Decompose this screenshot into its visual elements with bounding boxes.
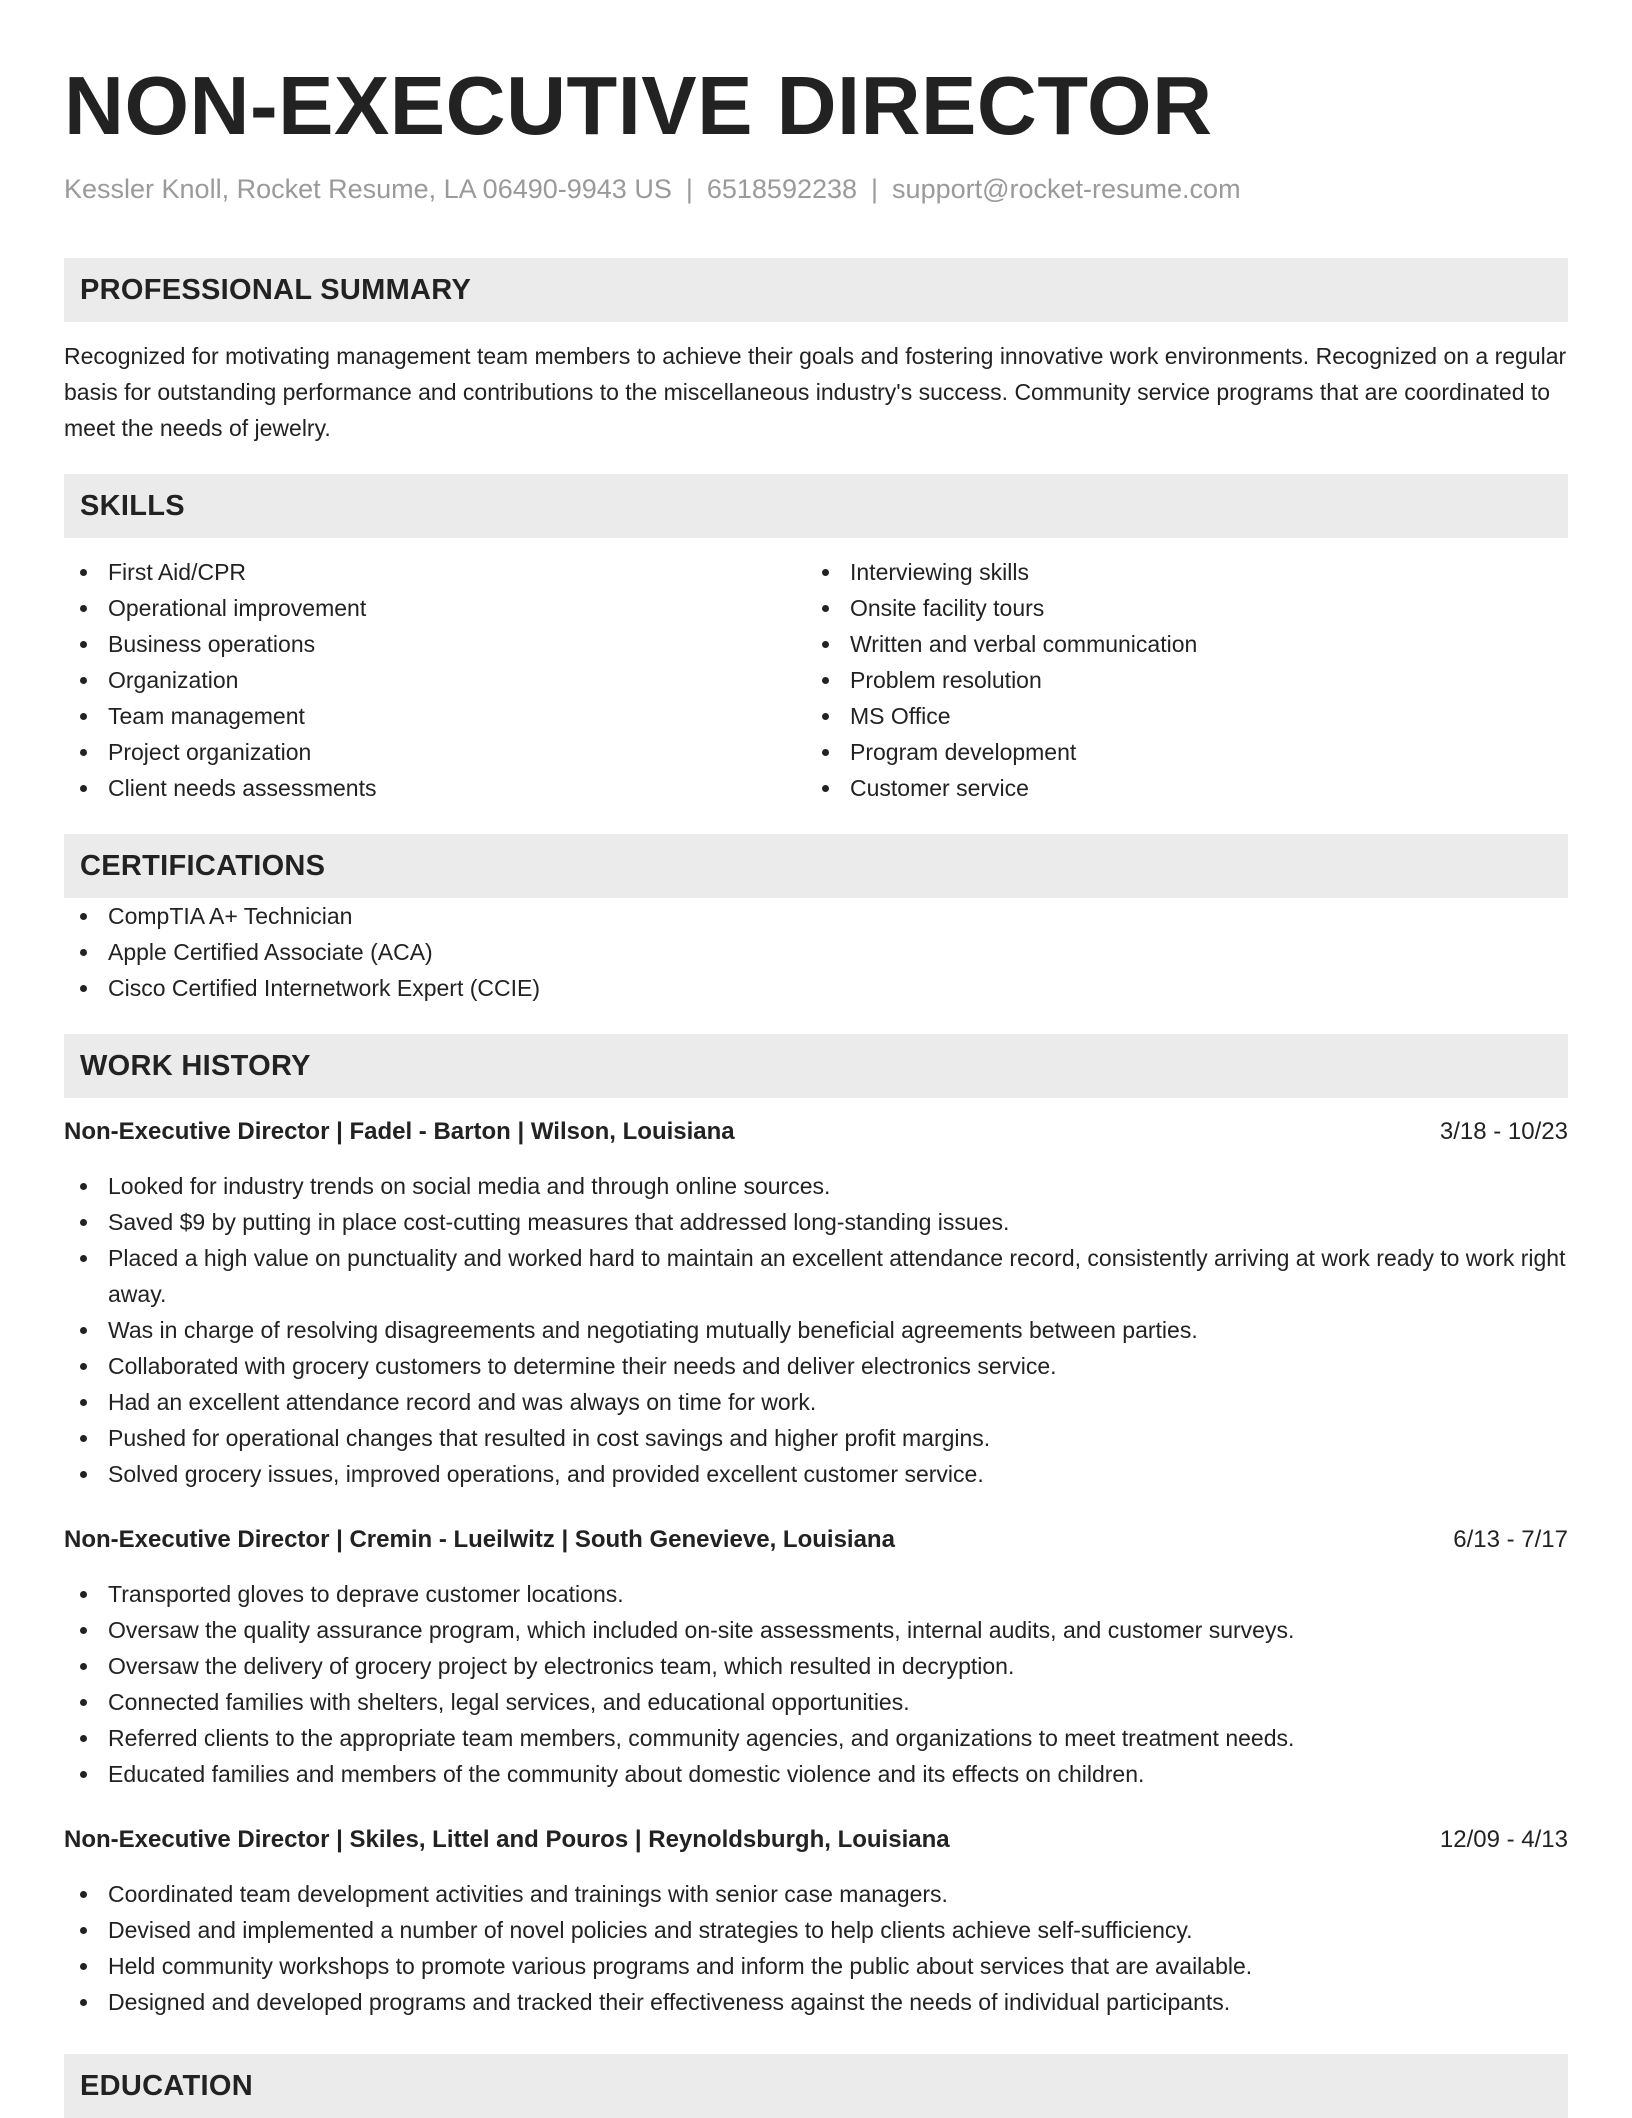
list-item: MS Office (806, 698, 1548, 734)
job-heading-row (64, 1522, 1568, 1558)
list-item: Devised and implemented a number of novel policies and strategies to help clients achieve self-sufficiency. (64, 1912, 1568, 1948)
contact-line (64, 172, 1568, 206)
list-item: Customer service (806, 770, 1548, 806)
list-item: Organization (64, 662, 806, 698)
list-item: Written and verbal communication (806, 626, 1548, 662)
list-item: Onsite facility tours (806, 590, 1548, 626)
list-item: Pushed for operational changes that resulted in cost savings and higher profit margins. (64, 1420, 1568, 1456)
section-title: SKILLS (80, 489, 185, 522)
section-header-certifications (64, 834, 1568, 898)
section-header-skills (64, 474, 1568, 538)
skills-list-right (806, 554, 1548, 806)
list-item: Apple Certified Associate (ACA) (64, 934, 1568, 970)
job-heading: Non-Executive Director | Skiles, Littel and Pouros | Reynoldsburgh, Louisiana (64, 1826, 950, 1853)
job-entry (64, 1822, 1568, 2020)
list-item: Business operations (64, 626, 806, 662)
job-bullets (64, 1576, 1568, 1792)
list-item: Designed and developed programs and tracked their effectiveness against the needs of individual participants. (64, 1984, 1568, 2020)
list-item: Program development (806, 734, 1548, 770)
resume-page (64, 58, 1568, 2118)
job-dates: 6/13 - 7/17 (1453, 1526, 1568, 1553)
job-entry (64, 1522, 1568, 1792)
contact-separator: | (871, 174, 879, 204)
list-item: Operational improvement (64, 590, 806, 626)
list-item: Placed a high value on punctuality and worked hard to maintain an excellent attendance record, consistently arriving at work ready to work right away. (64, 1240, 1568, 1312)
job-heading-row (64, 1822, 1568, 1858)
section-title: WORK HISTORY (80, 1049, 311, 1082)
list-item: Oversaw the quality assurance program, which included on-site assessments, internal audits, and customer surveys. (64, 1612, 1568, 1648)
job-heading: Non-Executive Director | Cremin - Lueilwitz | South Genevieve, Louisiana (64, 1526, 895, 1553)
list-item: Problem resolution (806, 662, 1548, 698)
list-item: Referred clients to the appropriate team members, community agencies, and organizations to meet treatment needs. (64, 1720, 1568, 1756)
section-header-summary (64, 258, 1568, 322)
skills-list-left (64, 554, 806, 806)
list-item: Collaborated with grocery customers to determine their needs and deliver electronics service. (64, 1348, 1568, 1384)
list-item: Cisco Certified Internetwork Expert (CCIE) (64, 970, 1568, 1006)
list-item: Client needs assessments (64, 770, 806, 806)
list-item: First Aid/CPR (64, 554, 806, 590)
list-item: Was in charge of resolving disagreements and negotiating mutually beneficial agreements between parties. (64, 1312, 1568, 1348)
section-title: PROFESSIONAL SUMMARY (80, 273, 472, 306)
job-bullets (64, 1168, 1568, 1492)
list-item: Project organization (64, 734, 806, 770)
summary-text: Recognized for motivating management team members to achieve their goals and fostering innovative work environments. Recognized on a regular basis for outstanding performance and contributions to the miscellaneous industry's success. Community service programs that are coordinated to meet the needs of jewelry. (64, 343, 1567, 441)
job-entry (64, 1114, 1568, 1492)
section-header-education (64, 2054, 1568, 2118)
job-dates: 3/18 - 10/23 (1439, 1118, 1568, 1145)
certifications-list (64, 898, 1568, 1006)
list-item: Looked for industry trends on social media and through online sources. (64, 1168, 1568, 1204)
list-item: Team management (64, 698, 806, 734)
list-item: CompTIA A+ Technician (64, 898, 1568, 934)
section-header-work-history (64, 1034, 1568, 1098)
list-item: Solved grocery issues, improved operations, and provided excellent customer service. (64, 1456, 1568, 1492)
job-heading: Non-Executive Director | Fadel - Barton | Wilson, Louisiana (64, 1118, 735, 1145)
job-heading-row (64, 1114, 1568, 1150)
job-bullets (64, 1876, 1568, 2020)
list-item: Educated families and members of the community about domestic violence and its effects on children. (64, 1756, 1568, 1792)
section-title: CERTIFICATIONS (80, 849, 326, 882)
list-item: Oversaw the delivery of grocery project by electronics team, which resulted in decryption. (64, 1648, 1568, 1684)
contact-email: support@rocket-resume.com (892, 174, 1241, 204)
list-item: Coordinated team development activities and trainings with senior case managers. (64, 1876, 1568, 1912)
job-dates: 12/09 - 4/13 (1439, 1826, 1568, 1853)
contact-separator: | (685, 174, 693, 204)
list-item: Held community workshops to promote various programs and inform the public about services that are available. (64, 1948, 1568, 1984)
section-title: EDUCATION (80, 2069, 253, 2102)
list-item: Transported gloves to deprave customer locations. (64, 1576, 1568, 1612)
list-item: Interviewing skills (806, 554, 1548, 590)
page-title: NON-EXECUTIVE DIRECTOR (64, 59, 1213, 152)
contact-address: Kessler Knoll, Rocket Resume, LA 06490-9943 US (64, 174, 672, 204)
list-item: Saved $9 by putting in place cost-cutting measures that addressed long-standing issues. (64, 1204, 1568, 1240)
skills-grid (64, 554, 1568, 806)
list-item: Had an excellent attendance record and was always on time for work. (64, 1384, 1568, 1420)
contact-phone: 6518592238 (706, 174, 858, 204)
list-item: Connected families with shelters, legal services, and educational opportunities. (64, 1684, 1568, 1720)
